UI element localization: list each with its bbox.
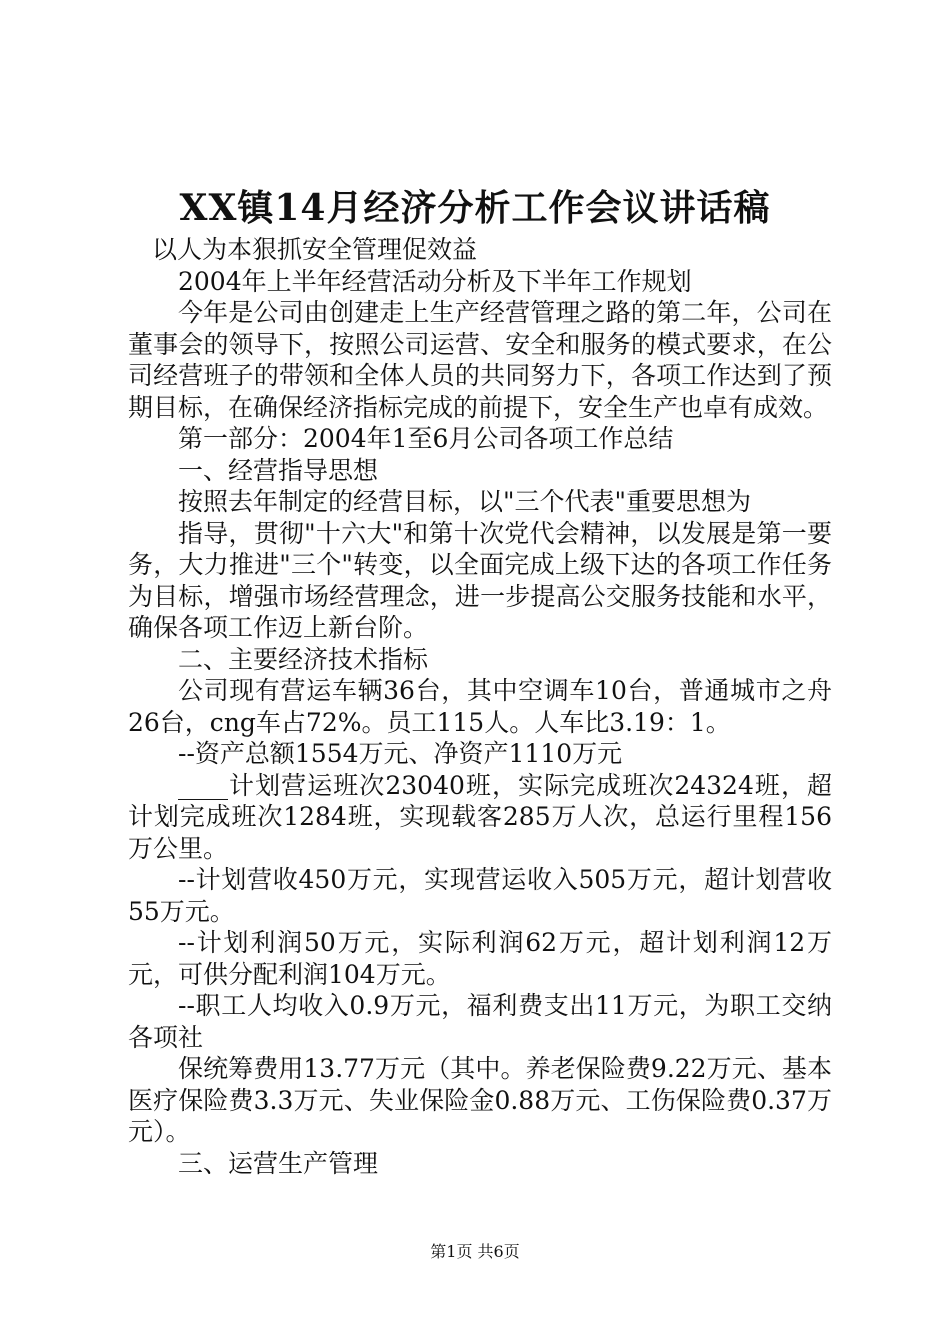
section-heading: 三、运营生产管理	[178, 1148, 379, 1178]
section-heading: 第一部分：2004年1至6月公司各项工作总结	[178, 424, 674, 453]
paragraph: ____计划营运班次23040班，实际完成班次24324班，超计划完成班次1284班，实现载客285万人次，总运行里程156万公里。	[128, 770, 832, 863]
document-body	[128, 234, 832, 1179]
section-heading: 二、主要经济技术指标	[178, 644, 429, 674]
page-footer: 第1页 共6页	[430, 1242, 520, 1261]
section-heading: 一、经营指导思想	[178, 455, 379, 485]
paragraph: 指导，贯彻"十六大"和第十次党代会精神，以发展是第一要务，大力推进"三个"转变，以全面完成上级下达的各项工作任务为目标，增强市场经营理念，进一步提高公交服务技能和水平，确保各项工作迈上新台阶。	[128, 518, 832, 642]
paragraph: 按照去年制定的经营目标，以"三个代表"重要思想为	[178, 487, 752, 516]
document-title: XX镇14月经济分析工作会议讲话稿	[179, 187, 771, 229]
paragraph: --计划利润50万元，实际利润62万元，超计划利润12万元，可供分配利润104万元。	[128, 928, 832, 989]
paragraph: 保统筹费用13.77万元（其中。养老保险费9.22万元、基本医疗保险费3.3万元、失业保险金0.88万元、工伤保险费0.37万元）。	[128, 1054, 832, 1146]
paragraph: 2004年上半年经营活动分析及下半年工作规划	[178, 266, 692, 296]
paragraph: --计划营收450万元，实现营运收入505万元，超计划营收55万元。	[128, 865, 832, 926]
paragraph: 公司现有营运车辆36台，其中空调车10台，普通城市之舟26台，cng车占72%。员工115人。人车比3.19：1。	[128, 676, 832, 737]
paragraph: --资产总额1554万元、净资产1110万元	[178, 739, 623, 768]
paragraph: 以人为本狠抓安全管理促效益	[152, 235, 478, 264]
paragraph: 今年是公司由创建走上生产经营管理之路的第二年，公司在董事会的领导下，按照公司运营、安全和服务的模式要求，在公司经营班子的带领和全体人员的共同努力下，各项工作达到了预期目标，在确保经济指标完成的前提下，安全生产也卓有成效。	[128, 298, 832, 422]
paragraph: --职工人均收入0.9万元，福利费支出11万元，为职工交纳各项社	[128, 991, 832, 1052]
